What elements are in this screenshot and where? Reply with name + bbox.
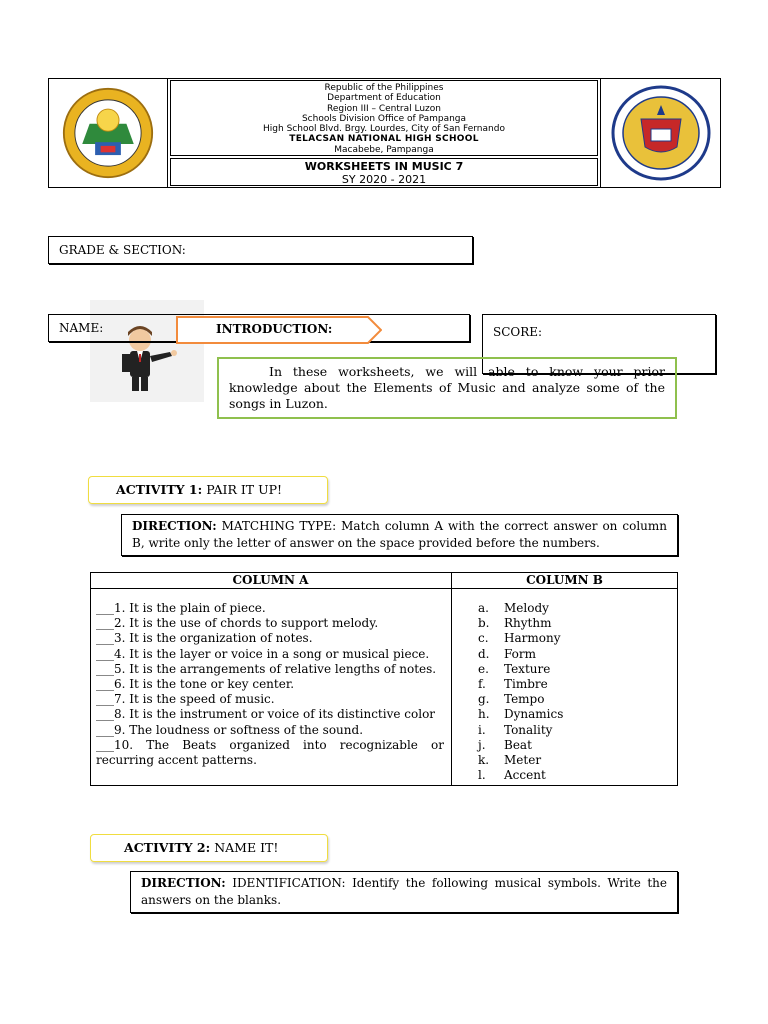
- introduction-text: In these worksheets, we will able to know your prior knowledge about the Elements of Music and analyze some of the songs in Luzon.: [229, 364, 665, 411]
- table-header-divider: [90, 588, 678, 589]
- school-location: Macabebe, Pampanga: [334, 144, 434, 155]
- option-letter: f.: [478, 677, 486, 692]
- question-item: ___9. The loudness or softness of the sound.: [96, 722, 364, 737]
- question-item: ___3. It is the organization of notes.: [96, 631, 313, 646]
- option-letter: b.: [478, 616, 490, 631]
- option-text: Form: [504, 646, 537, 661]
- option-letter: a.: [478, 601, 489, 615]
- option-item: [478, 753, 668, 768]
- question-item: ___7. It is the speed of music.: [96, 692, 275, 707]
- grade-section-field[interactable]: [48, 236, 473, 264]
- option-item: [478, 677, 668, 692]
- activity-2-label: ACTIVITY 2:: [124, 840, 211, 855]
- question-item: ___4. It is the layer or voice in a song or musical piece.: [96, 646, 430, 661]
- grade-section-label: GRADE & SECTION:: [59, 243, 186, 257]
- school-year: SY 2020 - 2021: [341, 173, 427, 186]
- option-item: [478, 662, 668, 677]
- question-item: ___10. The Beats organized into recognizable or: [96, 737, 444, 752]
- question-item: ___6. It is the tone or key center.: [96, 677, 295, 692]
- activity-1-direction: [121, 514, 678, 556]
- option-text: Rhythm: [504, 616, 552, 631]
- option-item: [478, 723, 668, 738]
- worksheet-title: WORKSHEETS IN MUSIC 7: [304, 160, 464, 173]
- score-label: SCORE:: [493, 325, 543, 339]
- question-item: ___1. It is the plain of piece.: [96, 601, 266, 615]
- introduction-label: INTRODUCTION:: [216, 322, 333, 336]
- option-text: Melody: [504, 601, 549, 615]
- direction-text: MATCHING TYPE: Match column A with the correct answer on column B, write only the letter of answer on the space provided before the numbers.: [132, 519, 667, 550]
- header-line: Department of Education: [327, 93, 441, 104]
- direction-label: DIRECTION:: [132, 519, 217, 533]
- option-text: Dynamics: [504, 707, 564, 722]
- option-text: Meter: [504, 753, 542, 768]
- option-letter: k.: [478, 753, 490, 768]
- header-text-block: [170, 80, 598, 156]
- column-a-header: COLUMN A: [232, 573, 309, 587]
- option-item: [478, 616, 668, 631]
- direction-text: IDENTIFICATION: Identify the following musical symbols. Write the answers on the blanks.: [141, 876, 667, 907]
- header-line: Republic of the Philippines: [324, 83, 444, 93]
- activity-2-direction: [130, 871, 678, 913]
- school-seal-icon: [611, 85, 711, 181]
- option-item: [478, 738, 668, 753]
- option-text: Tempo: [504, 692, 545, 707]
- option-text: Tonality: [504, 722, 553, 737]
- name-label: NAME:: [59, 321, 104, 335]
- column-a-questions: [96, 601, 444, 768]
- option-text: Texture: [504, 661, 551, 676]
- deped-seal-icon: [62, 87, 154, 179]
- option-item: [478, 768, 668, 783]
- question-item-continuation: recurring accent patterns.: [96, 753, 257, 768]
- activity-1-heading: [88, 476, 328, 504]
- question-item: ___8. It is the instrument or voice of its distinctive color: [96, 707, 436, 722]
- option-letter: i.: [478, 722, 486, 737]
- table-column-divider: [451, 572, 452, 786]
- option-item: [478, 707, 668, 722]
- option-item: [478, 631, 668, 646]
- header-line: High School Blvd. Brgy. Lourdes, City of San Fernando: [263, 124, 505, 135]
- header-line: Schools Division Office of Pampanga: [301, 113, 467, 124]
- column-b-header: COLUMN B: [526, 573, 603, 587]
- header-line: Region III – Central Luzon: [327, 103, 441, 114]
- option-letter: l.: [478, 768, 486, 783]
- option-letter: g.: [478, 692, 490, 707]
- option-text: Harmony: [504, 631, 561, 646]
- activity-2-heading: [90, 834, 328, 862]
- activity-2-title: NAME IT!: [214, 840, 279, 855]
- logo-cell-right: [600, 78, 721, 188]
- option-item: [478, 601, 668, 616]
- introduction-text-box: [217, 357, 677, 419]
- direction-label: DIRECTION:: [141, 876, 226, 890]
- introduction-tag: [176, 316, 382, 344]
- option-letter: e.: [478, 661, 489, 676]
- question-item: ___5. It is the arrangements of relative lengths of notes.: [96, 661, 437, 676]
- option-letter: j.: [478, 737, 486, 752]
- option-item: [478, 647, 668, 662]
- question-item: ___2. It is the use of chords to support melody.: [96, 616, 379, 631]
- option-item: [478, 692, 668, 707]
- option-text: Timbre: [504, 677, 548, 692]
- worksheet-title-block: [170, 158, 598, 186]
- column-b-options: [478, 601, 668, 783]
- activity-1-label: ACTIVITY 1:: [116, 482, 203, 497]
- activity-1-title: PAIR IT UP!: [206, 482, 283, 497]
- option-text: Accent: [504, 768, 546, 783]
- option-letter: d.: [478, 646, 490, 661]
- school-name: TELACSAN NATIONAL HIGH SCHOOL: [289, 134, 479, 145]
- option-letter: c.: [478, 631, 489, 646]
- logo-cell-left: [48, 78, 168, 188]
- option-letter: h.: [478, 707, 490, 722]
- option-text: Beat: [504, 737, 532, 752]
